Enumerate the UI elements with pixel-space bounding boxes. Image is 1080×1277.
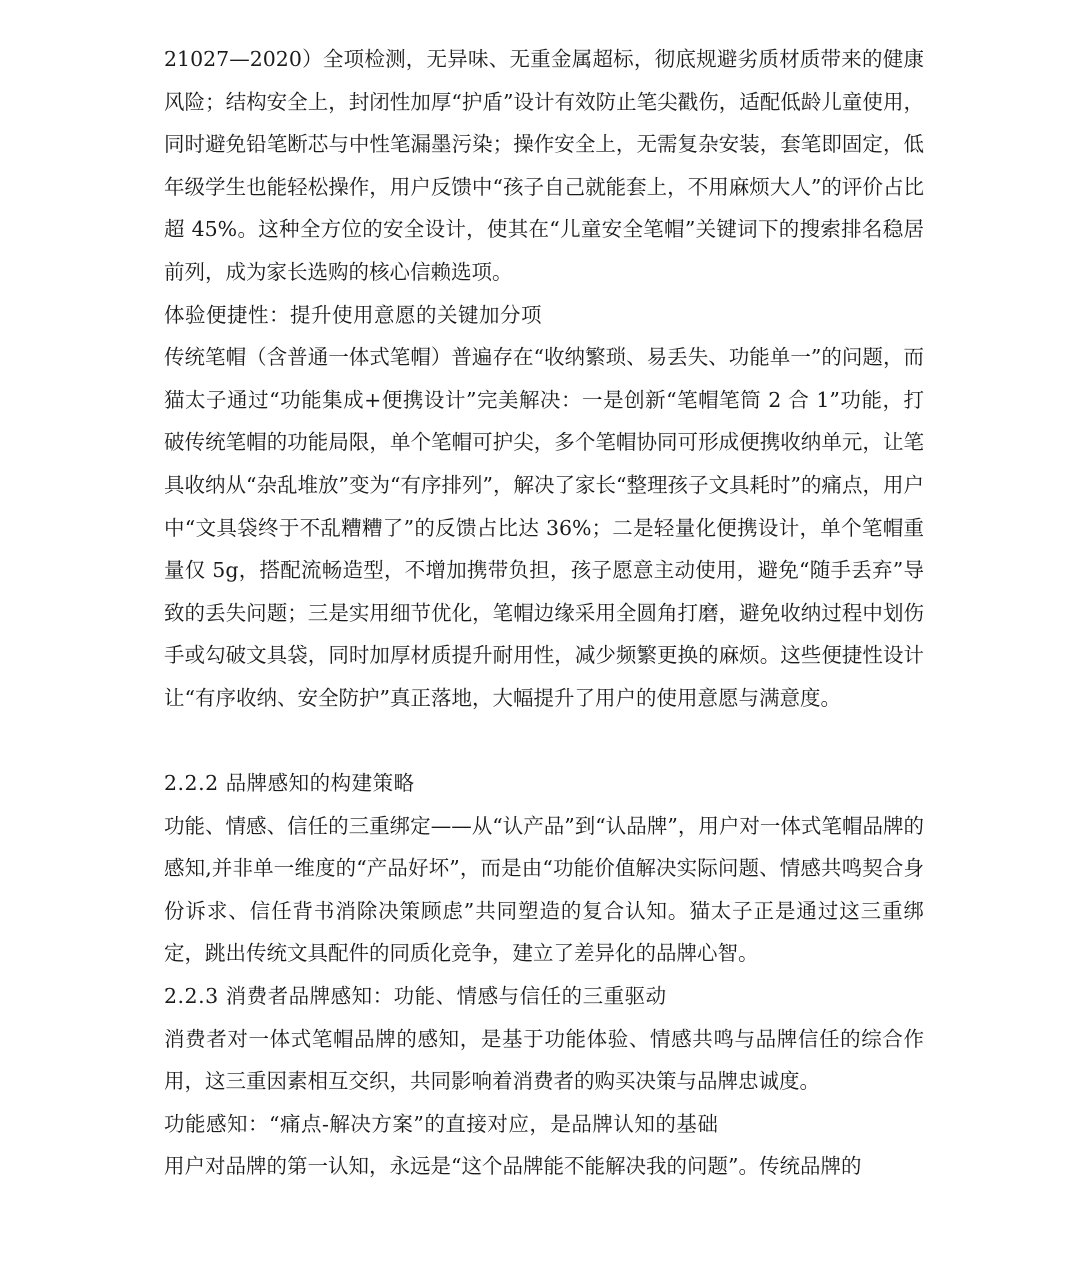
subheading-functional-perception: 功能感知：“痛点-解决方案”的直接对应，是品牌认知的基础 <box>164 1111 719 1136</box>
paragraph-convenience: 传统笔帽（含普通一体式笔帽）普遍存在“收纳繁琐、易丢失、功能单一”的问题，而猫太子通过“功能集成+便携设计”完美解决：一是创新“笔帽笔筒 2 合 1”功能，打破传统笔帽的功能局限，单个笔帽可护尖，多个笔帽协同可形成便携收纳单元，让笔具收纳从“杂乱堆放”变为“有序排列”，解决了家长“整理孩子文具耗时”的痛点，用户中“文具袋终于不乱糟糟了”的反馈占比达 36%；二是轻量化便携设计，单个笔帽重量仅 5g，搭配流畅造型，不增加携带负担，孩子愿意主动使用，避免“随手丢弃”导致的丢失问题；三是实用细节优化，笔帽边缘采用全圆角打磨，避免收纳过程中划伤手或勾破文具袋，同时加厚材质提升耐用性，减少频繁更换的麻烦。这些便捷性设计让“有序收纳、安全防护”真正落地，大幅提升了用户的使用意愿与满意度。 <box>164 345 924 710</box>
paragraph-brand-perception: 功能、情感、信任的三重绑定——从“认产品”到“认品牌”，用户对一体式笔帽品牌的感知,并非单一维度的“产品好坏”，而是由“功能价值解决实际问题、情感共鸣契合身份诉求、信任背书消除决策顾虑”共同塑造的复合认知。猫太子正是通过这三重绑定，跳出传统文具配件的同质化竞争，建立了差异化的品牌心智。 <box>164 813 924 966</box>
section-heading-2-2-2: 2.2.2 品牌感知的构建策略 <box>164 771 415 796</box>
section-gap <box>164 720 924 763</box>
paragraph-functional-perception: 用户对品牌的第一认知，永远是“这个品牌能不能解决我的问题”。传统品牌的 <box>164 1154 862 1179</box>
document-page <box>164 38 924 1188</box>
section-heading-2-2-3: 2.2.3 消费者品牌感知：功能、情感与信任的三重驱动 <box>164 984 667 1009</box>
subheading-convenience: 体验便捷性：提升使用意愿的关键加分项 <box>164 302 542 327</box>
paragraph-safety-continued: 21027—2020）全项检测，无异味、无重金属超标，彻底规避劣质材质带来的健康风险；结构安全上，封闭性加厚“护盾”设计有效防止笔尖戳伤，适配低龄儿童使用，同时避免铅笔断芯与中性笔漏墨污染；操作安全上，无需复杂安装，套笔即固定，低年级学生也能轻松操作，用户反馈中“孩子自己就能套上，不用麻烦大人”的评价占比超 45%。这种全方位的安全设计，使其在“儿童安全笔帽”关键词下的搜索排名稳居前列，成为家长选购的核心信赖选项。 <box>164 47 924 284</box>
paragraph-consumer-perception: 消费者对一体式笔帽品牌的感知，是基于功能体验、情感共鸣与品牌信任的综合作用，这三重因素相互交织，共同影响着消费者的购买决策与品牌忠诚度。 <box>164 1026 924 1094</box>
